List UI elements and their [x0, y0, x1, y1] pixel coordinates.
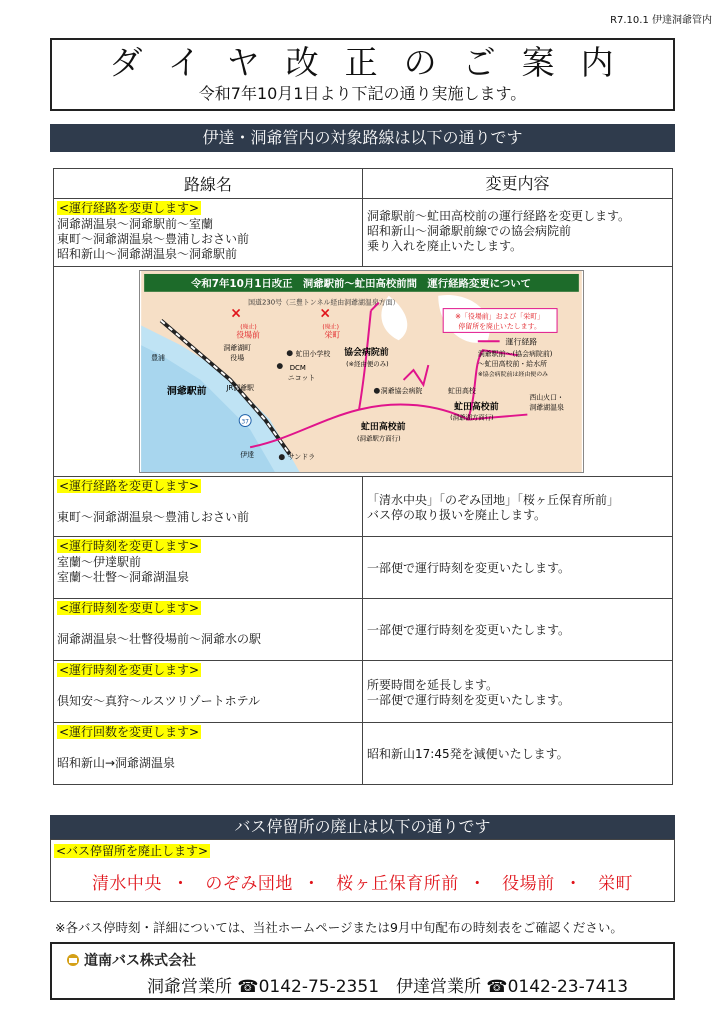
title-box [50, 38, 675, 111]
map-label: 虻田高校 [448, 386, 476, 395]
map-legend-line: 洞爺駅前～(協会病院前) [477, 350, 553, 359]
table-row [54, 477, 673, 537]
route-cell [54, 477, 363, 537]
company-emblem-icon [66, 953, 80, 967]
map-label: 洞爺湖温泉 [529, 403, 564, 412]
removed-stop: 役場前 [502, 874, 555, 894]
map-notice-1: ※「役場前」および「栄町」 [455, 312, 545, 321]
table-row [54, 723, 673, 785]
table-row [54, 661, 673, 723]
change-cell [363, 477, 673, 537]
change-text: バス停の取り扱いを廃止します。 [367, 507, 547, 522]
removed-stop: 清水中央 [91, 874, 162, 894]
change-text: 一部便で運行時刻を変更いたします。 [367, 692, 571, 707]
map-label-station: 洞爺駅前 [166, 385, 207, 397]
map-label: 豊浦 [151, 354, 165, 363]
removed-stop: のぞみ団地 [205, 874, 293, 894]
route-name: 洞爺湖温泉～洞爺駅前～室蘭 [57, 217, 214, 231]
route-change-map [139, 270, 584, 473]
route-name: 東町～洞爺湖温泉～豊浦しおさい前 [57, 510, 250, 524]
change-cell [363, 661, 673, 723]
change-text: 「清水中央」「のぞみ団地」「桜ヶ丘保育所前」 [367, 492, 620, 507]
map-label: (洞爺湖方面行) [450, 413, 494, 422]
route-name: 倶知安～真狩～ルスツリゾートホテル [57, 694, 261, 708]
map-label: 伊達 [240, 451, 255, 460]
stop-removal-tag: <バス停留所を廃止します> [56, 844, 209, 858]
stop-removal-box [50, 839, 675, 902]
map-banner: 令和7年10月1日改正 洞爺駅前～虻田高校前間 運行経路変更について [191, 277, 531, 290]
route-cell [54, 723, 363, 785]
header-change: 変更内容 [363, 169, 673, 199]
change-cell [363, 537, 673, 599]
contact-phones: 洞爺営業所 ☎0142-75-2351 伊達営業所 ☎0142-23-7413 [147, 977, 629, 997]
map-row [54, 267, 673, 477]
route-name: 洞爺湖温泉～壮瞥役場前～洞爺水の駅 [57, 632, 262, 646]
map-label: 虻田小学校 [295, 350, 331, 359]
page-title: ダイヤ改正のご案内 [109, 43, 640, 82]
change-text: 昭和新山～洞爺駅前線での協会病院前 [367, 224, 572, 238]
change-cell [363, 723, 673, 785]
map-label: (廃止) [240, 323, 257, 331]
table-row [54, 537, 673, 599]
removed-stops-list [51, 869, 674, 894]
routes-table [53, 168, 673, 785]
change-tag: <運行経路を変更します> [59, 201, 200, 215]
change-text: 一部便で運行時刻を変更いたします。 [367, 623, 571, 637]
map-notice-2: 停留所を廃止いたします。 [458, 322, 541, 331]
map-label: (洞爺駅方面行) [357, 434, 401, 443]
change-text: 昭和新山17:45発を減便いたします。 [367, 747, 569, 761]
closed-stop-icon: × [230, 305, 242, 322]
change-text: 乗り入れを廃止いたします。 [367, 239, 523, 253]
change-cell [363, 199, 673, 267]
table-row [54, 199, 673, 267]
route-name: 室蘭～壮瞥～洞爺湖温泉 [57, 570, 190, 584]
map-label: ニコット [287, 373, 316, 382]
removed-stop: 栄町 [598, 874, 634, 894]
map-label: DCM [289, 364, 306, 373]
map-label: 役場 [230, 354, 245, 363]
map-label: 洞爺湖町 [223, 344, 252, 353]
change-text: 洞爺駅前～虻田高校前の運行経路を変更します。 [367, 209, 631, 223]
map-label: JR洞爺駅 [226, 383, 254, 392]
header-route: 路線名 [54, 169, 363, 199]
separator-dot: ・ [468, 874, 487, 894]
route-name: 東町～洞爺湖温泉～豊浦しおさい前 [57, 232, 250, 246]
map-label-school-stop: 虻田高校前 [454, 402, 499, 413]
map-cell [54, 267, 673, 477]
route-number-icon: 37 [241, 418, 249, 426]
separator-dot: ・ [302, 874, 321, 894]
document-reference: R7.10.1 伊達洞爺管内 [610, 15, 712, 26]
map-label: (廃止) [322, 323, 339, 331]
separator-dot: ・ [171, 874, 190, 894]
map-label: 西山火口・ [529, 393, 564, 402]
map-legend-line: ～虻田高校前・給水所 [477, 360, 548, 369]
change-tag: <運行時刻を変更します> [59, 539, 200, 553]
section-heading-routes: 伊達・洞爺管内の対象路線は以下の通りです [50, 124, 675, 152]
page-subtitle: 令和7年10月1日より下記の通り実施します。 [198, 84, 527, 103]
change-text: 一部便で運行時刻を変更いたします。 [367, 561, 571, 575]
change-text: 所要時間を延長します。 [367, 677, 499, 692]
route-cell [54, 537, 363, 599]
section-heading-stops: バス停留所の廃止は以下の通りです [50, 815, 675, 839]
change-tag: <運行回数を変更します> [59, 725, 200, 739]
route-name: 室蘭～伊達駅前 [57, 555, 142, 569]
route-name: 昭和新山～洞爺湖温泉～洞爺駅前 [57, 247, 238, 261]
map-label: (※経由便のみ) [346, 360, 389, 369]
change-tag: <運行時刻を変更します> [59, 663, 200, 677]
change-cell [363, 599, 673, 661]
footnote: ※各バス停時刻・詳細については、当社ホームページまたは9月中旬配布の時刻表をご確認ください。 [55, 920, 623, 935]
route-cell [54, 599, 363, 661]
change-tag: <運行経路を変更します> [59, 479, 200, 493]
map-legend-line: ※協会病院前は経由便のみ [477, 370, 549, 378]
separator-dot: ・ [564, 874, 583, 894]
map-legend-title: 運行経路 [505, 337, 538, 347]
closed-stop-icon: × [319, 305, 332, 322]
company-name: 道南バス株式会社 [84, 953, 196, 969]
change-tag: <運行時刻を変更します> [59, 601, 200, 615]
company-footer [50, 942, 675, 1000]
map-label-sakae: 栄町 [324, 330, 341, 340]
map-label-yakuba: 役場前 [236, 330, 260, 340]
map-label-school-stop2: 虻田高校前 [361, 422, 406, 433]
map-label: サンドラ [287, 453, 316, 462]
removed-stop: 桜ヶ丘保育所前 [336, 874, 459, 894]
route-cell [54, 661, 363, 723]
table-row [54, 599, 673, 661]
table-header-row [54, 169, 673, 199]
company-logo [66, 950, 196, 970]
map-label-hospital-stop: 協会病院前 [344, 348, 389, 359]
route-name: 昭和新山→洞爺湖温泉 [57, 756, 176, 770]
map-label: 洞爺協会病院 [380, 386, 423, 395]
route-cell [54, 199, 363, 267]
map-road-label: 国道230号（三豊トンネル経由洞爺湖温泉方面） [248, 298, 400, 307]
